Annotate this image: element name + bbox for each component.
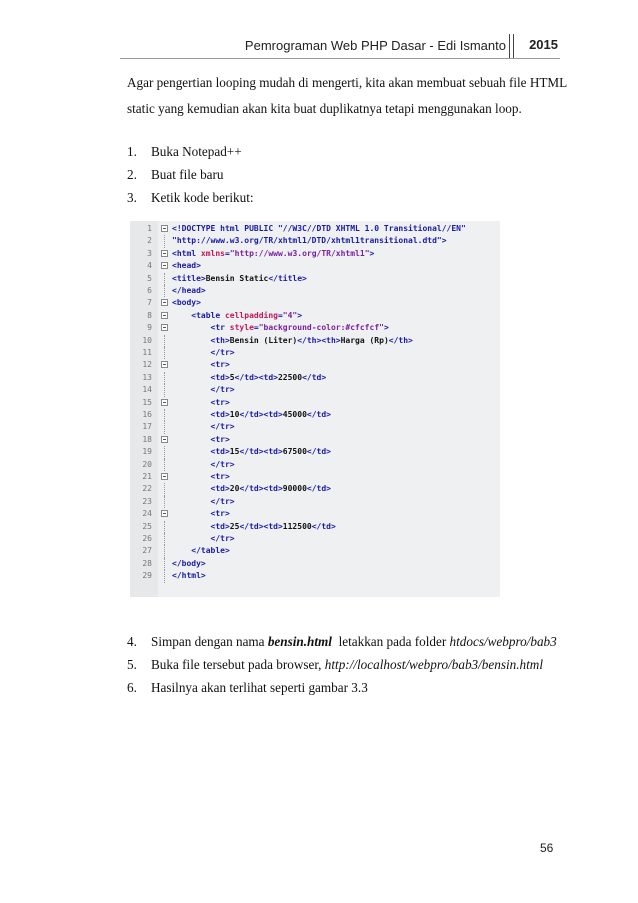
code-token: style	[229, 323, 254, 333]
code-token: 22500	[277, 372, 303, 382]
code-line	[130, 570, 500, 582]
code-text	[172, 496, 235, 508]
code-line	[130, 359, 500, 371]
code-line	[130, 446, 500, 458]
list-text	[151, 653, 543, 676]
code-token: xmlns	[200, 248, 225, 258]
fold-guide-icon	[164, 409, 165, 421]
fold-guide-icon	[164, 372, 165, 384]
code-token: </td>	[306, 410, 331, 419]
list-item	[127, 140, 254, 163]
code-token: <table	[172, 310, 225, 320]
fold-guide-icon	[164, 421, 165, 433]
code-text	[172, 459, 235, 471]
line-number: 23	[142, 496, 152, 506]
header-separator	[509, 34, 514, 58]
code-token: </html>	[172, 571, 206, 581]
code-token: </title>	[268, 273, 307, 283]
code-token: </td>	[311, 521, 336, 531]
code-text	[172, 409, 331, 421]
list-item	[127, 653, 557, 676]
line-number: 1	[147, 224, 152, 233]
line-number: 6	[147, 286, 152, 295]
fold-toggle-icon[interactable]	[161, 262, 168, 269]
code-token: <td>	[172, 410, 230, 419]
list-number: 4.	[127, 634, 137, 649]
fold-guide-icon	[164, 384, 165, 396]
intro-line-1: Agar pengertian looping mudah di mengerti, kita akan membuat sebuah file HTML	[127, 75, 568, 90]
code-text	[172, 322, 389, 334]
code-line	[130, 260, 500, 272]
line-number: 29	[142, 571, 152, 581]
code-token: </td>	[306, 484, 331, 494]
list-number: 3.	[127, 190, 137, 205]
text-segment: Buka file tersebut pada browser,	[151, 657, 325, 672]
list-item	[127, 186, 254, 209]
code-token: "http://www.w3.org/TR/xhtml1"	[229, 248, 370, 258]
code-token: 45000	[282, 410, 307, 419]
list-text: Hasilnya akan terlihat seperti gambar 3.3	[151, 680, 368, 695]
code-text	[172, 570, 206, 582]
code-token: </tr>	[172, 348, 235, 357]
list-number: 5.	[127, 657, 137, 672]
code-text	[172, 483, 331, 495]
code-text	[172, 335, 413, 347]
code-token: 90000	[282, 484, 307, 494]
code-token: "4"	[282, 310, 298, 320]
line-number: 24	[142, 509, 152, 519]
line-number: 17	[142, 422, 152, 432]
line-number: 11	[142, 348, 152, 357]
code-token: <tr>	[172, 472, 230, 481]
code-line	[130, 297, 500, 309]
code-token: <head>	[172, 261, 201, 271]
code-token: 112500	[282, 521, 312, 531]
code-token: Bensin (Liter)	[229, 335, 298, 345]
code-text	[172, 260, 201, 272]
line-number: 10	[142, 335, 152, 345]
code-token: <!DOCTYPE html PUBLIC	[172, 224, 278, 233]
code-text	[172, 248, 374, 260]
code-line	[130, 471, 500, 483]
line-number: 21	[142, 472, 152, 481]
code-token: <td>	[172, 447, 230, 457]
line-number: 5	[147, 273, 152, 283]
fold-guide-icon	[164, 496, 165, 508]
code-line	[130, 421, 500, 433]
code-token: 20	[229, 484, 240, 494]
code-line	[130, 248, 500, 260]
code-token: =	[277, 310, 283, 320]
fold-toggle-icon[interactable]	[161, 473, 168, 480]
code-line	[130, 384, 500, 396]
code-line	[130, 533, 500, 545]
page-number: 56	[540, 841, 554, 855]
code-token: <html	[172, 248, 201, 258]
list-item	[127, 676, 557, 699]
code-token: "http://www.w3.org/TR/xhtml1/DTD/xhtml1transitional.dtd">	[172, 236, 447, 246]
code-text	[172, 297, 201, 309]
code-line	[130, 496, 500, 508]
code-text	[172, 421, 235, 433]
code-line	[130, 558, 500, 570]
fold-toggle-icon[interactable]	[161, 312, 168, 319]
line-number: 13	[142, 372, 152, 382]
code-line	[130, 434, 500, 446]
file-name: bensin.html	[267, 634, 332, 649]
code-token: </body>	[172, 558, 206, 568]
intro-line-2: static yang kemudian akan kita buat duplikatnya tetapi menggunakan loop.	[127, 101, 522, 116]
line-number: 25	[142, 521, 152, 531]
code-token: </td><td>	[239, 447, 283, 457]
code-token: 5	[229, 372, 235, 382]
line-number: 14	[142, 385, 152, 395]
line-number: 28	[142, 558, 152, 568]
code-text	[172, 434, 230, 446]
fold-toggle-icon[interactable]	[161, 225, 168, 232]
code-token: <tr>	[172, 360, 230, 370]
fold-guide-icon	[164, 273, 165, 285]
code-token: =	[253, 323, 259, 333]
text-segment: letakkan pada folder	[331, 634, 450, 649]
list-text: Ketik kode berikut:	[151, 190, 254, 205]
code-token: </td><td>	[239, 484, 283, 494]
code-text	[172, 471, 230, 483]
code-line	[130, 235, 500, 247]
header-rule	[120, 58, 560, 59]
code-line	[130, 322, 500, 334]
steps-list-before	[127, 140, 254, 209]
code-text	[172, 446, 331, 458]
line-number: 20	[142, 459, 152, 469]
list-item	[127, 630, 557, 653]
code-token: "//W3C//DTD XHTML 1.0 Transitional//EN"	[277, 224, 466, 233]
book-title: Pemrograman Web PHP Dasar - Edi Ismanto	[244, 38, 506, 53]
fold-toggle-icon[interactable]	[161, 361, 168, 368]
fold-toggle-icon[interactable]	[161, 510, 168, 517]
fold-guide-icon	[164, 235, 165, 247]
code-token: </tr>	[172, 496, 235, 506]
line-number: 15	[142, 397, 152, 407]
code-text	[172, 310, 302, 322]
text-segment: Simpan dengan nama	[151, 634, 268, 649]
list-text: Buat file baru	[151, 167, 224, 182]
code-token: >	[383, 323, 389, 333]
code-token: </th><th>	[297, 335, 341, 345]
fold-guide-icon	[164, 285, 165, 297]
browser-url: http://localhost/webpro/bab3/bensin.html	[324, 657, 543, 672]
code-line	[130, 223, 500, 235]
line-number: 26	[142, 534, 152, 543]
fold-guide-icon	[164, 446, 165, 458]
code-token: <tr	[172, 323, 230, 333]
code-token: 15	[229, 447, 240, 457]
code-token: </th>	[388, 335, 413, 345]
code-text	[172, 533, 235, 545]
code-token: <body>	[172, 298, 201, 308]
code-token: <tr>	[172, 397, 230, 407]
line-number: 3	[147, 248, 152, 258]
code-token: Bensin Static	[205, 273, 269, 283]
code-token: </td>	[302, 372, 327, 382]
code-line	[130, 285, 500, 297]
line-number: 7	[147, 298, 152, 308]
code-token: =	[225, 248, 230, 258]
code-line	[130, 273, 500, 285]
fold-guide-icon	[164, 459, 165, 471]
fold-toggle-icon[interactable]	[161, 399, 168, 406]
code-token: 67500	[282, 447, 307, 457]
fold-guide-icon	[164, 483, 165, 495]
intro-paragraph	[127, 70, 572, 122]
book-year: 2015	[529, 37, 558, 52]
code-token: </tr>	[172, 422, 235, 432]
code-screenshot	[130, 221, 500, 597]
fold-toggle-icon[interactable]	[161, 299, 168, 306]
code-line	[130, 335, 500, 347]
code-line	[130, 483, 500, 495]
steps-list-after	[127, 630, 557, 699]
code-token: </tr>	[172, 385, 235, 395]
code-token: <tr>	[172, 509, 230, 519]
code-text	[172, 235, 447, 247]
line-number: 12	[142, 360, 152, 370]
fold-toggle-icon[interactable]	[161, 436, 168, 443]
line-number: 2	[147, 236, 152, 246]
code-text	[172, 372, 326, 384]
code-token: <td>	[172, 372, 230, 382]
running-header	[200, 36, 560, 56]
code-token: <th>	[172, 335, 230, 345]
code-line	[130, 459, 500, 471]
folder-path: htdocs/webpro/bab3	[449, 634, 557, 649]
code-text	[172, 273, 307, 285]
list-item	[127, 163, 254, 186]
code-line	[130, 409, 500, 421]
line-number: 4	[147, 261, 152, 271]
code-line	[130, 521, 500, 533]
code-token: "background-color:#cfcfcf"	[258, 323, 384, 333]
line-number: 19	[142, 447, 152, 457]
code-text	[172, 545, 230, 557]
code-line	[130, 347, 500, 359]
code-token: 25	[229, 521, 240, 531]
code-token: </tr>	[172, 459, 235, 469]
fold-guide-icon	[164, 533, 165, 545]
code-token: >	[369, 248, 375, 258]
code-line	[130, 310, 500, 322]
code-token: </td><td>	[239, 521, 283, 531]
list-number: 2.	[127, 167, 137, 182]
line-number: 22	[142, 484, 152, 494]
list-number: 1.	[127, 144, 137, 159]
code-text	[172, 285, 206, 297]
fold-guide-icon	[164, 347, 165, 359]
code-token: <title>	[172, 273, 206, 283]
code-token: cellpadding	[224, 310, 278, 320]
code-token: <td>	[172, 521, 230, 531]
code-line	[130, 397, 500, 409]
code-text	[172, 508, 230, 520]
line-number: 9	[147, 323, 152, 333]
fold-toggle-icon[interactable]	[161, 324, 168, 331]
code-token: >	[297, 310, 303, 320]
code-token: </td><td>	[239, 410, 283, 419]
code-token: Harga (Rp)	[340, 335, 389, 345]
code-token: <tr>	[172, 434, 230, 444]
code-text	[172, 397, 230, 409]
code-text	[172, 384, 235, 396]
fold-guide-icon	[164, 335, 165, 347]
fold-guide-icon	[164, 558, 165, 570]
line-number: 16	[142, 410, 152, 419]
code-text	[172, 521, 336, 533]
code-text	[172, 359, 230, 371]
code-line	[130, 508, 500, 520]
line-number: 27	[142, 546, 152, 556]
code-line	[130, 545, 500, 557]
fold-toggle-icon[interactable]	[161, 250, 168, 257]
list-text: Buka Notepad++	[151, 144, 242, 159]
list-text	[151, 630, 557, 653]
line-number: 18	[142, 434, 152, 444]
code-text	[172, 347, 235, 359]
line-number: 8	[147, 310, 152, 320]
code-line	[130, 372, 500, 384]
fold-guide-icon	[164, 521, 165, 533]
fold-guide-icon	[164, 545, 165, 557]
code-token: <td>	[172, 484, 230, 494]
code-text	[172, 223, 466, 235]
code-token: </head>	[172, 286, 206, 295]
code-token: </td>	[306, 447, 331, 457]
code-token: </tr>	[172, 534, 235, 543]
list-number: 6.	[127, 680, 137, 695]
fold-guide-icon	[164, 570, 165, 582]
code-token: 10	[229, 410, 240, 419]
code-token: </table>	[172, 546, 230, 556]
code-text	[172, 558, 206, 570]
code-token: </td><td>	[234, 372, 278, 382]
